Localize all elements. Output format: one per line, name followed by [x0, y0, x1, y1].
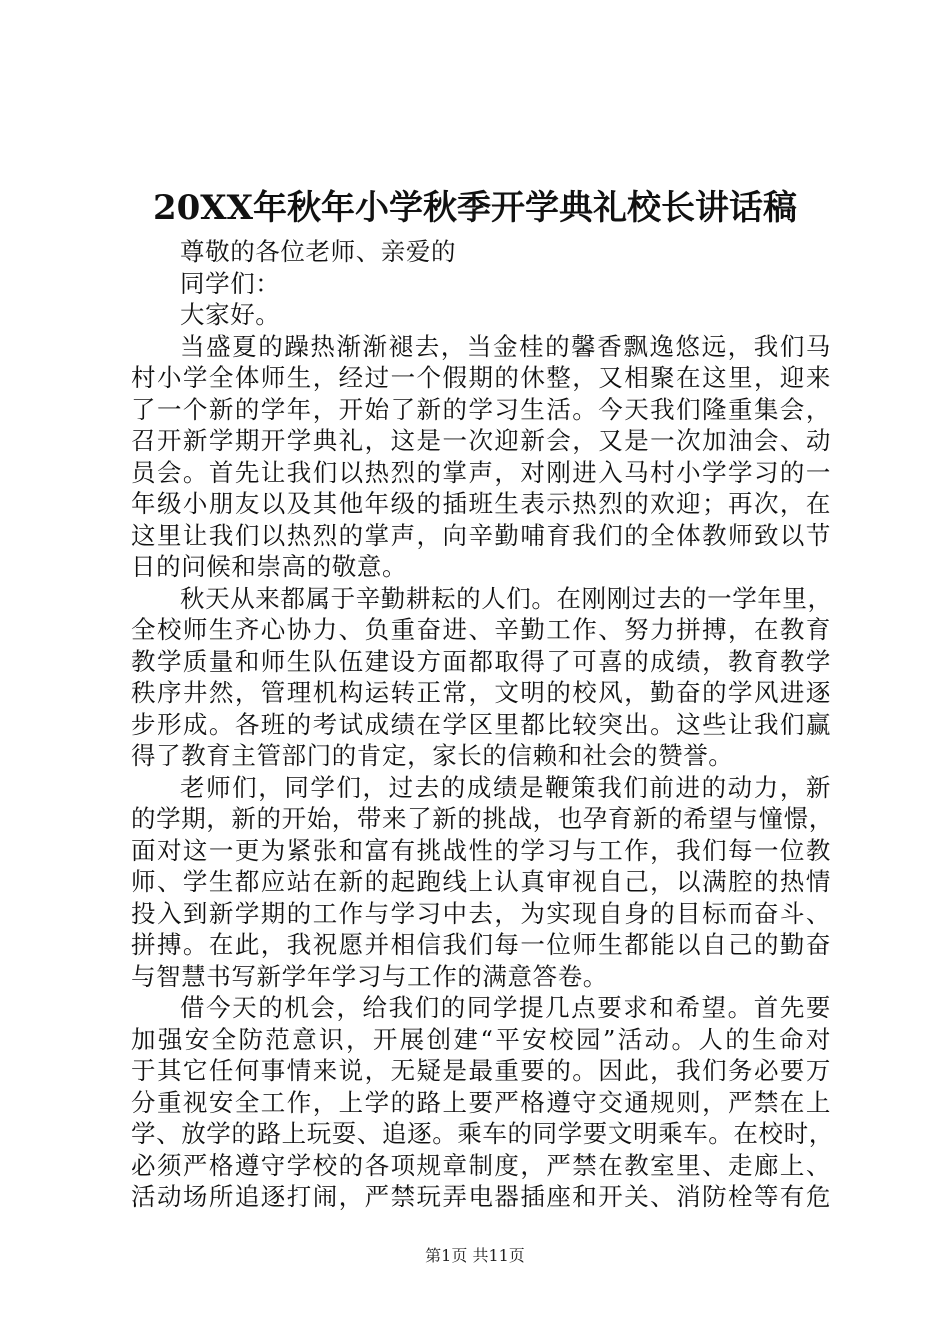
body-line: 同学们：	[180, 268, 281, 298]
body-line: 员会。首先让我们以热烈的掌声，对刚进入马村小学学习的一	[131, 457, 831, 487]
body-line: 教学质量和师生队伍建设方面都取得了可喜的成绩，教育教学	[131, 646, 831, 676]
body-line: 于其它任何事情来说，无疑是最重要的。因此，我们务必要万	[131, 1056, 831, 1085]
body-line: 拼搏。在此，我祝愿并相信我们每一位师生都能以自己的勤奋	[131, 930, 831, 959]
body-line: 与智慧书写新学年学习与工作的满意答卷。	[131, 961, 608, 991]
body-line: 分重视安全工作，上学的路上要严格遵守交通规则，严禁在上	[131, 1087, 831, 1117]
page-footer: 第1页 共11页	[425, 1246, 525, 1265]
body-line: 得了教育主管部门的肯定，家长的信赖和社会的赞誉。	[131, 741, 734, 770]
body-line: 加强安全防范意识，开展创建“平安校园”活动。人的生命对	[131, 1024, 831, 1054]
body-line: 师、学生都应站在新的起跑线上认真审视自己，以满腔的热情	[131, 867, 831, 896]
body-line: 全校师生齐心协力、负重奋进、辛勤工作、努力拼搏，在教育	[131, 615, 831, 644]
body-line: 召开新学期开学典礼，这是一次迎新会，又是一次加油会、动	[131, 426, 831, 455]
body-line: 老师们，同学们，过去的成绩是鞭策我们前进的动力，新	[180, 772, 831, 802]
body-line: 投入到新学期的工作与学习中去，为实现自身的目标而奋斗、	[131, 898, 831, 928]
body-line: 当盛夏的躁热渐渐褪去，当金桂的馨香飘逸悠远，我们马	[180, 331, 831, 361]
body-line: 面对这一更为紧张和富有挑战性的学习与工作，我们每一位教	[131, 835, 831, 865]
body-line: 的学期，新的开始，带来了新的挑战，也孕育新的希望与憧憬，	[131, 804, 834, 833]
body-line: 村小学全体师生，经过一个假期的休整，又相聚在这里，迎来	[131, 363, 831, 392]
body-line: 步形成。各班的考试成绩在学区里都比较突出。这些让我们赢	[131, 709, 831, 739]
body-line: 年级小朋友以及其他年级的插班生表示热烈的欢迎；再次，在	[131, 489, 831, 518]
body-line: 了一个新的学年，开始了新的学习生活。今天我们隆重集会，	[131, 394, 831, 424]
document-body	[131, 236, 834, 1213]
body-line: 大家好。	[180, 300, 281, 329]
document-title: 20XX年秋年小学秋季开学典礼校长讲话稿	[152, 188, 798, 228]
body-line: 借今天的机会，给我们的同学提几点要求和希望。首先要	[180, 993, 831, 1022]
body-line: 学、放学的路上玩耍、追逐。乘车的同学要文明乘车。在校时，	[131, 1119, 834, 1148]
body-line: 日的问候和崇高的敬意。	[131, 552, 408, 581]
body-line: 必须严格遵守学校的各项规章制度，严禁在教室里、走廊上、	[131, 1150, 831, 1180]
body-line: 活动场所追逐打闹，严禁玩弄电器插座和开关、消防栓等有危	[131, 1182, 831, 1211]
body-line: 秩序井然，管理机构运转正常，文明的校风，勤奋的学风进逐	[131, 678, 831, 707]
body-line: 尊敬的各位老师、亲爱的	[180, 237, 457, 266]
body-line: 秋天从来都属于辛勤耕耘的人们。在刚刚过去的一学年里，	[180, 583, 833, 613]
body-line: 这里让我们以热烈的掌声，向辛勤哺育我们的全体教师致以节	[131, 520, 831, 550]
